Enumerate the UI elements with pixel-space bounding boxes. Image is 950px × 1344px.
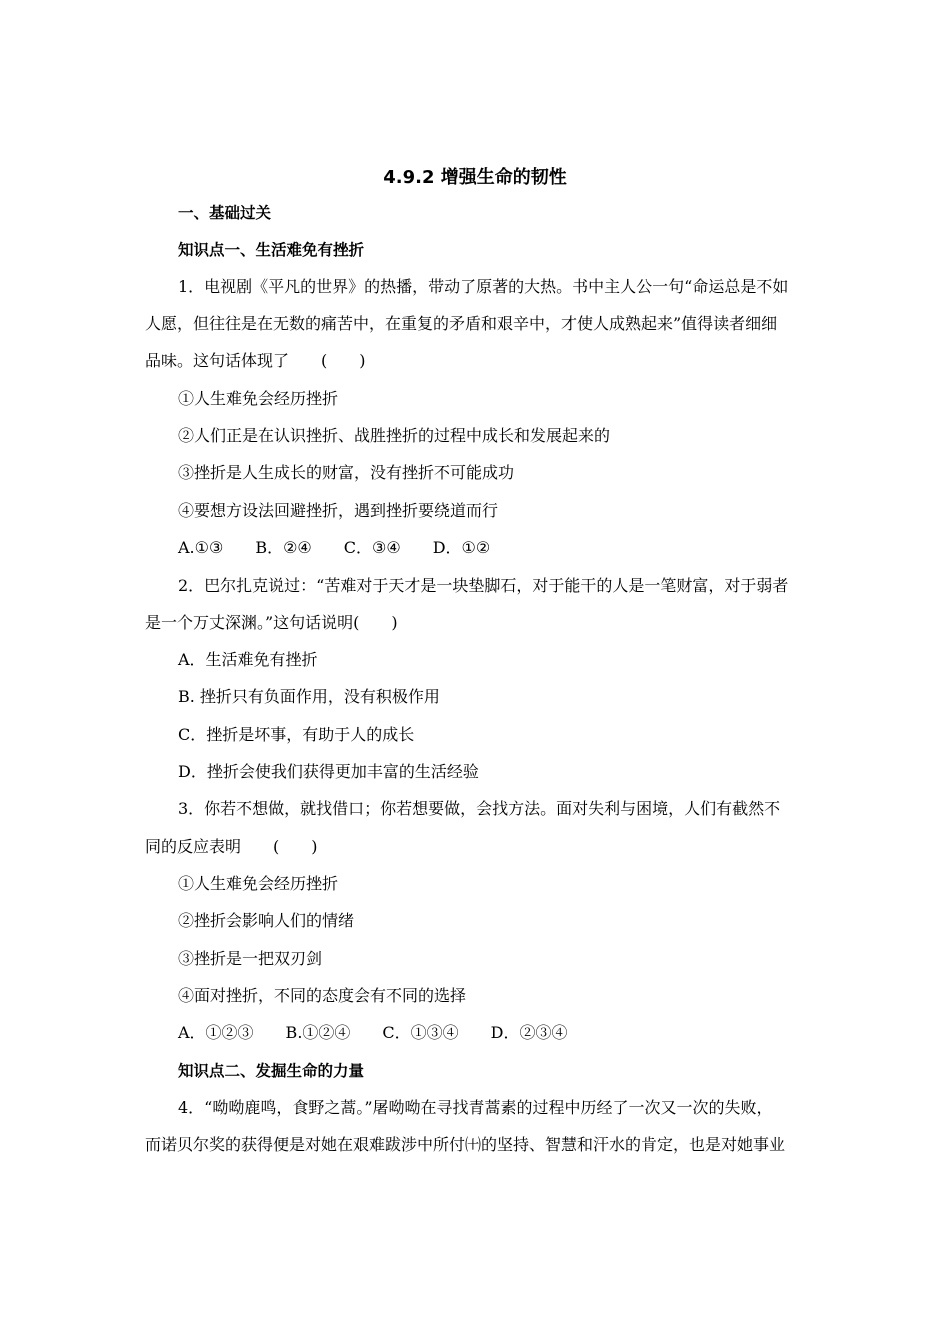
q2-stem-line-2: 是一个万丈深渊。”这句话说明( ) [145, 613, 398, 632]
q2-option-d: D．挫折会使我们获得更加丰富的生活经验 [178, 762, 479, 781]
q2-option-b: B. 挫折只有负面作用，没有积极作用 [178, 687, 440, 706]
q3-option-1: ①人生难免会经历挫折 [178, 874, 339, 893]
q4-stem-line-1: 4．“呦呦鹿鸣，食野之蒿。”屠呦呦在寻找青蒿素的过程中历经了一次又一次的失败， [178, 1098, 773, 1117]
q3-choices: A．①②③ B.①②④ C．①③④ D．②③④ [178, 1023, 568, 1042]
knowledge-point-1-heading: 知识点一、生活难免有挫折 [178, 241, 365, 259]
q3-option-4: ④面对挫折，不同的态度会有不同的选择 [178, 986, 467, 1005]
q2-stem-line-1: 2．巴尔扎克说过：“苦难对于天才是一块垫脚石，对于能干的人是一笔财富，对于弱者 [178, 576, 789, 595]
section-heading-basic: 一、基础过关 [178, 204, 272, 222]
q3-stem-line-1: 3．你若不想做，就找借口；你若想要做，会找方法。面对失利与困境，人们有截然不 [178, 799, 781, 818]
q1-option-2: ②人们正是在认识挫折、战胜挫折的过程中成长和发展起来的 [178, 426, 611, 445]
q1-stem-line-2: 人愿，但往往是在无数的痛苦中，在重复的矛盾和艰辛中，才使人成熟起来”值得读者细细 [145, 314, 778, 333]
q3-option-3: ③挫折是一把双刃剑 [178, 949, 323, 968]
q2-option-a: A．生活难免有挫折 [178, 650, 318, 669]
q3-option-2: ②挫折会影响人们的情绪 [178, 911, 355, 930]
q1-option-4: ④要想方设法回避挫折，遇到挫折要绕道而行 [178, 501, 499, 520]
q1-option-1: ①人生难免会经历挫折 [178, 389, 339, 408]
knowledge-point-2-heading: 知识点二、发掘生命的力量 [178, 1062, 365, 1080]
q1-option-3: ③挫折是人生成长的财富，没有挫折不可能成功 [178, 463, 515, 482]
q1-choices: A.①③ B．②④ C．③④ D．①② [178, 538, 491, 557]
page-title: 4.9.2 增强生命的韧性 [383, 167, 567, 188]
q1-stem-line-3: 品味。这句话体现了 ( ) [145, 351, 366, 370]
q2-option-c: C．挫折是坏事，有助于人的成长 [178, 725, 415, 744]
q3-stem-line-2: 同的反应表明 ( ) [145, 837, 318, 856]
q4-stem-line-2: 而诺贝尔奖的获得便是对她在艰难跋涉中所付㈩的坚持、智慧和汗水的肯定，也是对她事业 [145, 1135, 786, 1154]
q1-stem-line-1: 1．电视剧《平凡的世界》的热播，带动了原著的大热。书中主人公一句“命运总是不如 [178, 277, 789, 296]
